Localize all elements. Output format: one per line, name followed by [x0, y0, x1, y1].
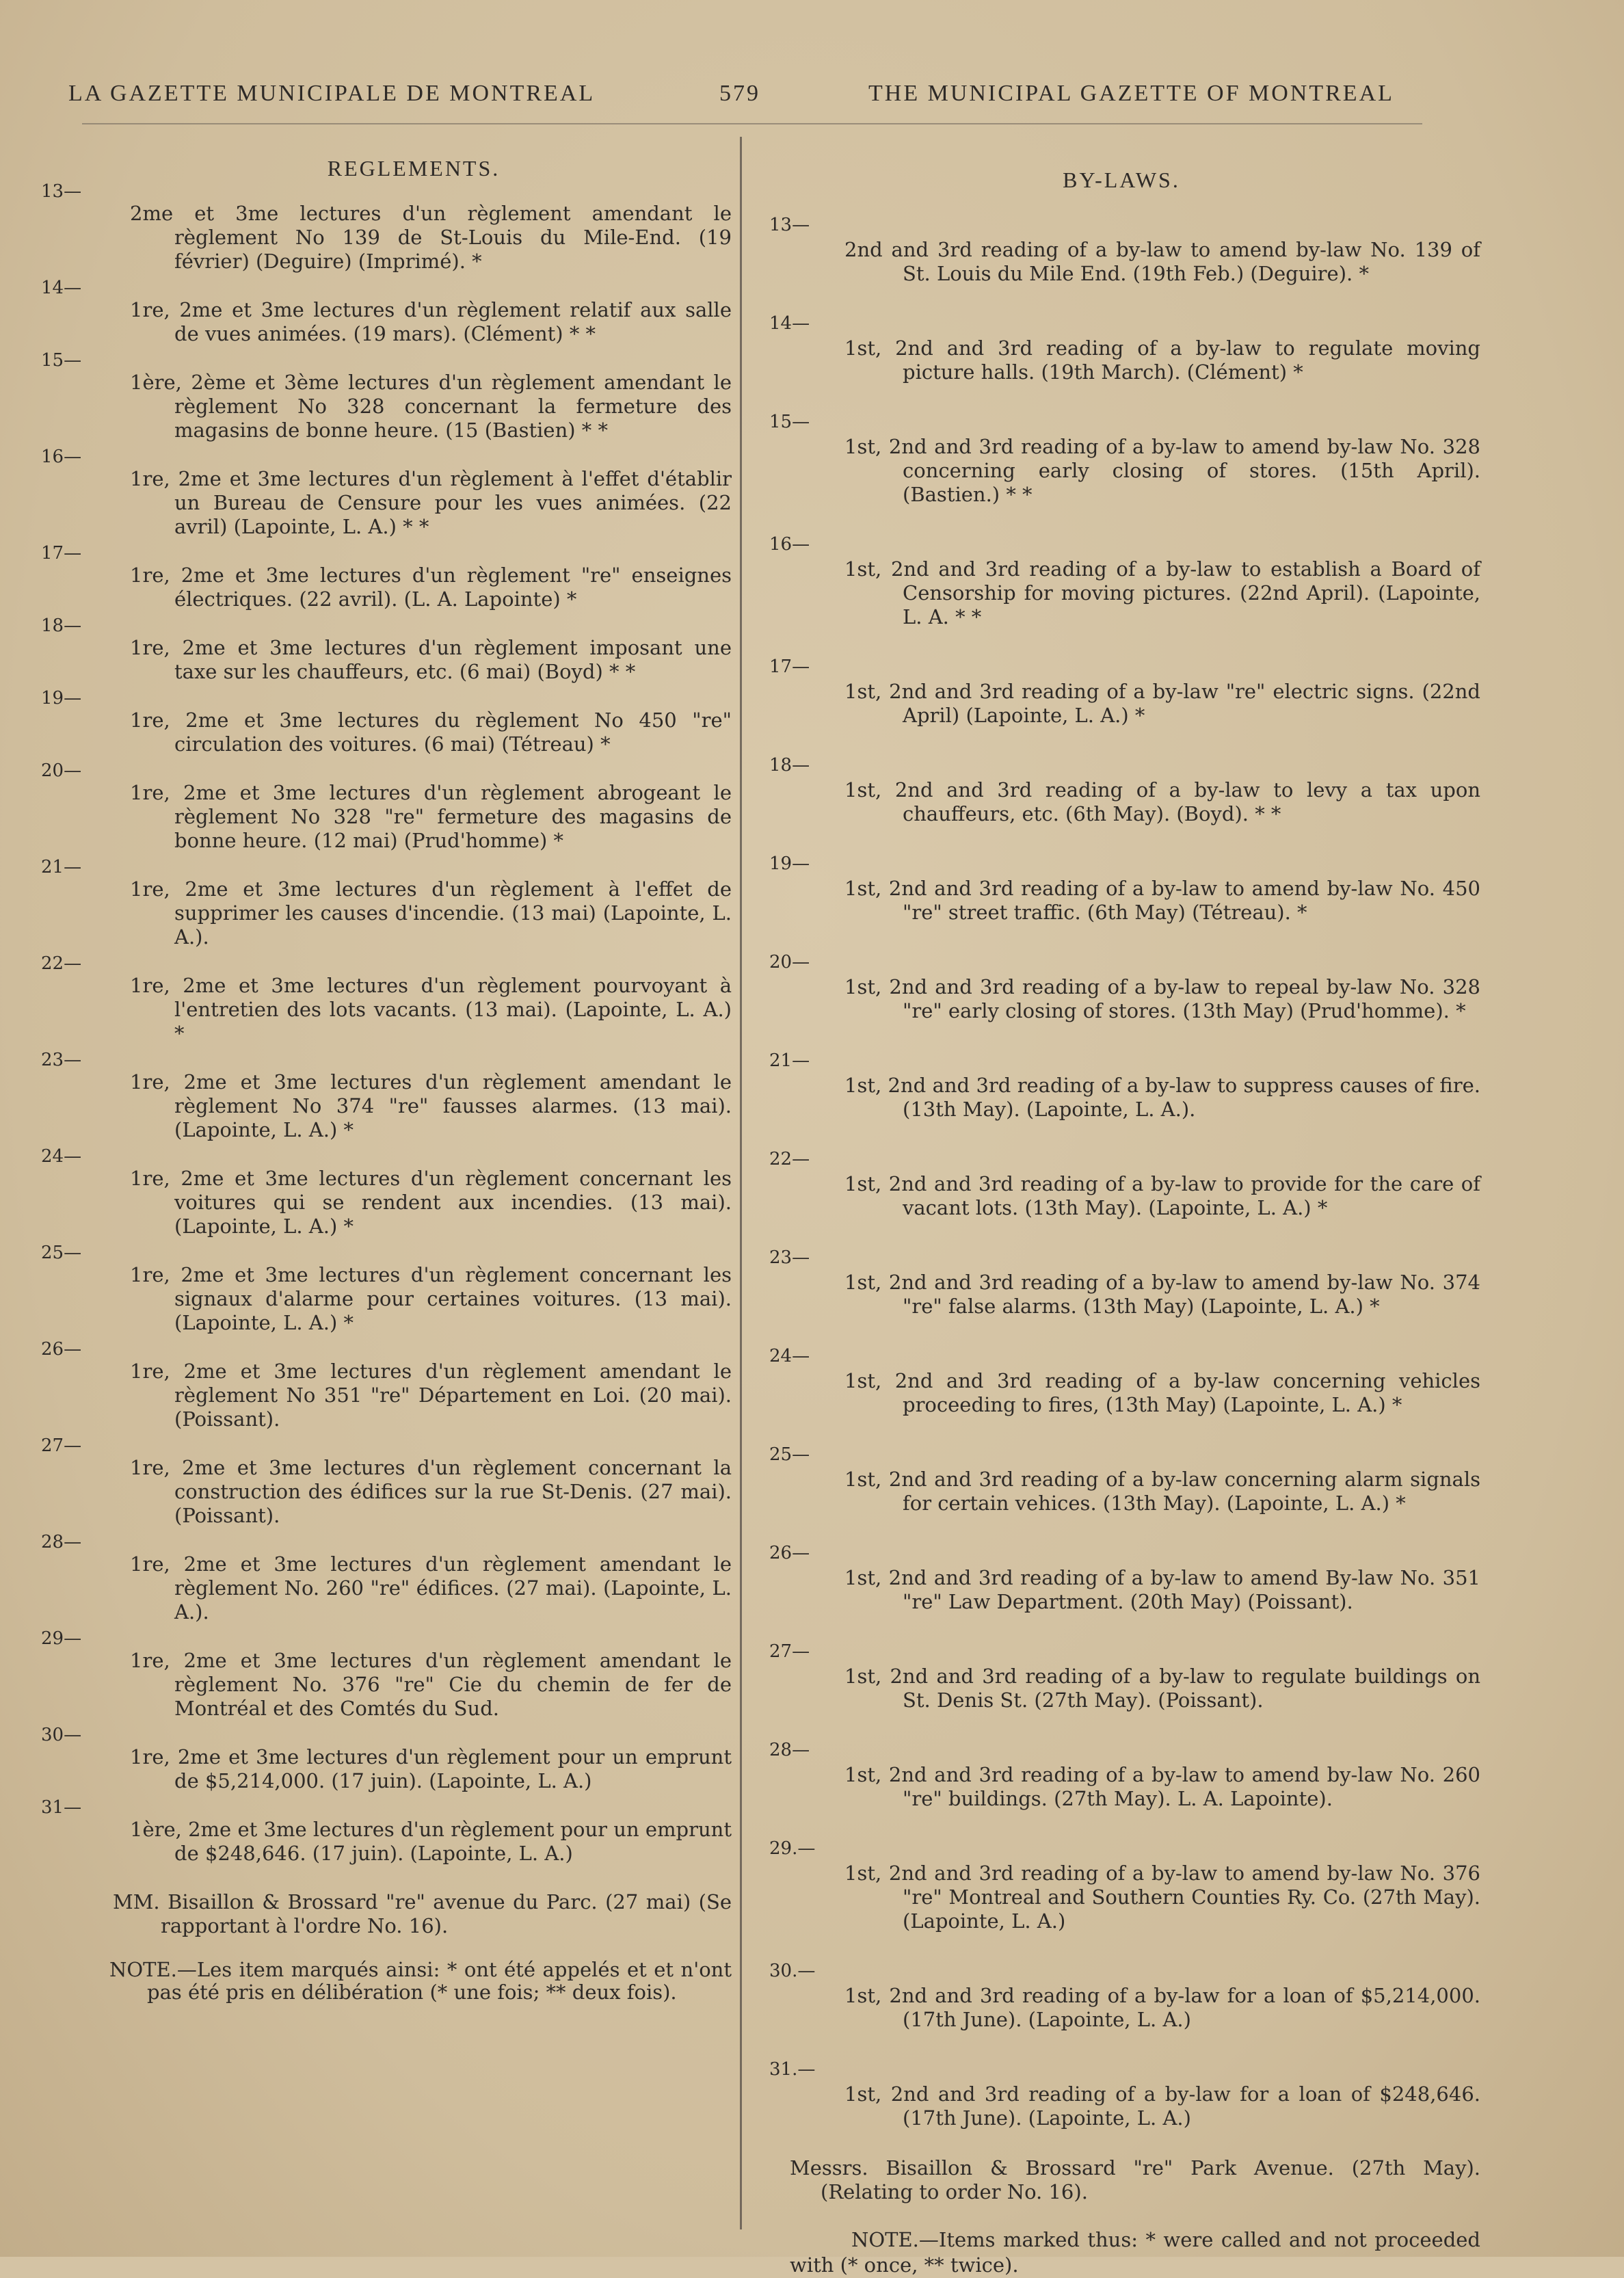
english-entry — [762, 1738, 1480, 1811]
english-entry-text: 1st, 2nd and 3rd reading of a by-law to amend by-law No. 376 "re" Montreal and Southern Counties Ry. Co. (27th May). (Lapointe, L. A.) — [844, 1862, 1480, 1933]
english-entry-number: 13— — [769, 215, 810, 235]
english-entry-number: 18— — [769, 755, 810, 776]
english-entry-text: 1st, 2nd and 3rd reading of a by-law to amend by-law No. 450 "re" street traffic. (6th May) (Tétreau). * — [844, 877, 1480, 924]
french-entry — [41, 1797, 732, 1866]
french-entry-number: 19— — [41, 688, 82, 708]
french-entry — [41, 1435, 732, 1528]
french-entry-number: 25— — [41, 1243, 82, 1263]
column-divider — [740, 137, 742, 2229]
french-entry-text: 1re, 2me et 3me lectures d'un règlement à l'effet d'établir un Bureau de Censure pour les vues animées. (22 avril) (Lapointe, L. A.) * * — [130, 467, 732, 538]
english-note: NOTE.—Items marked thus: * were called and not proceeded with (* once, ** twice). — [790, 2228, 1480, 2277]
english-entry-text: 1st, 2nd and 3rd reading of a by-law to repeal by-law No. 328 "re" early closing of stores. (13th May) (Prud'homme). * — [844, 975, 1480, 1022]
french-entry-number: 27— — [41, 1435, 82, 1456]
english-entry-number: 17— — [769, 657, 810, 677]
french-entry-text: 1re, 2me et 3me lectures du règlement No 450 "re" circulation des voitures. (6 mai) (Tétreau) * — [130, 708, 732, 756]
french-entry-number: 31— — [41, 1797, 82, 1818]
french-entry-text: 2me et 3me lectures d'un règlement amendant le règlement No 139 de St-Louis du Mile-End. (19 février) (Deguire) (Imprimé). * — [130, 202, 732, 273]
french-entry-text: 1re, 2me et 3me lectures d'un règlement concernant la construction des édifices sur la rue St-Denis. (27 mai). (Poissant). — [130, 1456, 732, 1527]
english-entry — [762, 754, 1480, 826]
french-note: NOTE.—Les item marqués ainsi: * ont été appelés et et n'ont pas été pris en délibération (* une fois; ** deux fois). — [109, 1958, 732, 2004]
english-entry — [762, 951, 1480, 1023]
french-entry-text: 1re, 2me et 3me lectures d'un règlement "re" enseignes électriques. (22 avril). (L. A. Lapointe) * — [130, 564, 732, 611]
french-entry-number: 26— — [41, 1339, 82, 1360]
french-entry-number: 15— — [41, 350, 82, 371]
english-entry — [762, 1345, 1480, 1417]
english-entry — [762, 1640, 1480, 1712]
english-entry — [762, 410, 1480, 507]
french-entry-number: 14— — [41, 278, 82, 298]
english-entry-number: 25— — [769, 1444, 810, 1465]
french-column — [41, 156, 732, 2004]
french-entry-number: 20— — [41, 760, 82, 781]
english-entry-number: 19— — [769, 853, 810, 874]
french-entry-list — [41, 181, 732, 1866]
french-entry-text: 1re, 2me et 3me lectures d'un règlement concernant les voitures qui se rendent aux incendies. (13 mai). (Lapointe, L. A.) * — [130, 1167, 732, 1238]
header-english-title: THE MUNICIPAL GAZETTE OF MONTREAL — [868, 81, 1394, 106]
french-entry-number: 28— — [41, 1532, 82, 1552]
english-entry — [762, 655, 1480, 728]
english-column — [762, 168, 1480, 2278]
french-entry — [41, 1050, 732, 1142]
english-entry-text: 1st, 2nd and 3rd reading of a by-law to amend By-law No. 351 "re" Law Department. (20th May) (Poissant). — [844, 1566, 1480, 1613]
french-entry-text: 1re, 2me et 3me lectures d'un règlement à l'effet de supprimer les causes d'incendie. (13 mai) (Lapointe, L. A.). — [130, 877, 732, 949]
english-entry-text: 1st, 2nd and 3rd reading of a by-law for a loan of $5,214,000. (17th June). (Lapointe, L. A.) — [844, 1984, 1480, 2031]
french-entry — [41, 1628, 732, 1721]
english-entry — [762, 213, 1480, 286]
header-french-title: LA GAZETTE MUNICIPALE DE MONTREAL — [68, 81, 596, 106]
french-entry — [41, 447, 732, 539]
french-entry — [41, 615, 732, 684]
french-entry-text: 1ère, 2ème et 3ème lectures d'un règlement amendant le règlement No 328 concernant la fermeture des magasins de bonne heure. (15 (Bastien) * * — [130, 371, 732, 442]
french-entry — [41, 1532, 732, 1624]
french-section-title: REGLEMENTS. — [327, 156, 501, 181]
english-entry — [762, 312, 1480, 384]
english-entry-text: 1st, 2nd and 3rd reading of a by-law concerning alarm signals for certain vehices. (13th May). (Lapointe, L. A.) * — [844, 1468, 1480, 1515]
page-number: 579 — [719, 81, 760, 106]
french-entry-text: 1ère, 2me et 3me lectures d'un règlement pour un emprunt de $248,646. (17 juin). (Lapointe, L. A.) — [130, 1818, 732, 1865]
french-entry-number: 18— — [41, 615, 82, 636]
french-entry-text: 1re, 2me et 3me lectures d'un règlement amendant le règlement No 374 "re" fausses alarmes. (13 mai). (Lapointe, L. A.) * — [130, 1070, 732, 1141]
english-entry-text: 1st, 2nd and 3rd reading of a by-law to amend by-law No. 328 concerning early closing of stores. (15th April). (Bastien.) * * — [844, 435, 1480, 506]
english-entry-number: 31.— — [769, 2059, 816, 2080]
french-entry-text: 1re, 2me et 3me lectures d'un règlement concernant les signaux d'alarme pour certaines voitures. (13 mai). (Lapointe, L. A.) * — [130, 1263, 732, 1334]
french-entry — [41, 1725, 732, 1793]
english-entry-list — [762, 213, 1480, 2130]
english-entry-text: 1st, 2nd and 3rd reading of a by-law to amend by-law No. 260 "re" buildings. (27th May). L. A. Lapointe). — [844, 1763, 1480, 1810]
french-entry-text: 1re, 2me et 3me lectures d'un règlement pourvoyant à l'entretien des lots vacants. (13 mai). (Lapointe, L. A.) * — [130, 974, 732, 1045]
english-entry-number: 14— — [769, 313, 810, 334]
english-entry — [762, 1959, 1480, 2032]
french-entry — [41, 350, 732, 442]
english-entry-text: 1st, 2nd and 3rd reading of a by-law to amend by-law No. 374 "re" false alarms. (13th May) (Lapointe, L. A.) * — [844, 1271, 1480, 1318]
english-entry — [762, 1246, 1480, 1319]
english-entry — [762, 1443, 1480, 1515]
french-entry — [41, 543, 732, 611]
english-entry-number: 29.— — [769, 1838, 816, 1859]
french-entry-text: 1re, 2me et 3me lectures d'un règlement relatif aux salle de vues animées. (19 mars). (Clément) * * — [130, 298, 732, 345]
english-entry — [762, 1148, 1480, 1220]
english-entry-number: 15— — [769, 412, 810, 432]
french-entry-number: 21— — [41, 857, 82, 877]
english-entry-text: 1st, 2nd and 3rd reading of a by-law to regulate buildings on St. Denis St. (27th May). (Poissant). — [844, 1665, 1480, 1712]
english-entry — [762, 852, 1480, 925]
english-entry-text: 1st, 2nd and 3rd reading of a by-law for a loan of $248,646. (17th June). (Lapointe, L. A.) — [844, 2082, 1480, 2130]
english-entry — [762, 2058, 1480, 2130]
french-entry-text: 1re, 2me et 3me lectures d'un règlement amendant le règlement No 351 "re" Département en Loi. (20 mai). (Poissant). — [130, 1360, 732, 1431]
english-entry-number: 20— — [769, 952, 810, 972]
french-entry — [41, 278, 732, 346]
french-entry — [41, 857, 732, 949]
english-entry-number: 16— — [769, 534, 810, 555]
english-entry-number: 26— — [769, 1543, 810, 1563]
french-entry — [41, 953, 732, 1046]
french-entry-text: 1re, 2me et 3me lectures d'un règlement amendant le règlement No. 260 "re" édifices. (27 mai). (Lapointe, L. A.). — [130, 1552, 732, 1624]
french-entry — [41, 688, 732, 756]
english-entry-number: 28— — [769, 1740, 810, 1760]
english-entry — [762, 533, 1480, 629]
french-entry-text: 1re, 2me et 3me lectures d'un règlement imposant une taxe sur les chauffeurs, etc. (6 mai) (Boyd) * * — [130, 636, 732, 683]
header-rule — [82, 123, 1422, 124]
english-entry-number: 23— — [769, 1247, 810, 1268]
english-entry — [762, 1837, 1480, 1933]
french-entry-number: 24— — [41, 1146, 82, 1167]
english-signers: Messrs. Bisaillon & Brossard "re" Park Avenue. (27th May). (Relating to order No. 16). — [790, 2156, 1480, 2203]
french-entry — [41, 1146, 732, 1239]
english-entry-text: 1st, 2nd and 3rd reading of a by-law "re" electric signs. (22nd April) (Lapointe, L. A.) * — [844, 680, 1480, 727]
english-entry-text: 2nd and 3rd reading of a by-law to amend by-law No. 139 of St. Louis du Mile End. (19th Feb.) (Deguire). * — [844, 238, 1480, 285]
english-entry-number: 27— — [769, 1641, 810, 1662]
english-entry — [762, 1541, 1480, 1614]
english-entry-text: 1st, 2nd and 3rd reading of a by-law to levy a tax upon chauffeurs, etc. (6th May). (Boyd). * * — [844, 778, 1480, 825]
french-entry-number: 13— — [41, 181, 82, 202]
english-entry-text: 1st, 2nd and 3rd reading of a by-law to provide for the care of vacant lots. (13th May). (Lapointe, L. A.) * — [844, 1172, 1480, 1219]
english-entry-text: 1st, 2nd and 3rd reading of a by-law to suppress causes of fire. (13th May). (Lapointe, L. A.). — [844, 1074, 1480, 1121]
french-entry — [41, 1339, 732, 1431]
english-entry-number: 22— — [769, 1149, 810, 1169]
page-header — [68, 81, 1443, 122]
french-entry — [41, 181, 732, 274]
french-entry-text: 1re, 2me et 3me lectures d'un règlement amendant le règlement No. 376 "re" Cie du chemin de fer de Montréal et des Comtés du Sud. — [130, 1649, 732, 1720]
english-entry-text: 1st, 2nd and 3rd reading of a by-law to establish a Board of Censorship for moving pictures. (22nd April). (Lapointe, L. A. * * — [844, 557, 1480, 628]
english-entry — [762, 1049, 1480, 1122]
french-entry-number: 29— — [41, 1628, 82, 1649]
french-entry-number: 23— — [41, 1050, 82, 1070]
french-signers: MM. Bisaillon & Brossard "re" avenue du Parc. (27 mai) (Se rapportant à l'ordre No. 16). — [113, 1890, 732, 1937]
english-entry-text: 1st, 2nd and 3rd reading of a by-law concerning vehicles proceeding to fires, (13th May) (Lapointe, L. A.) * — [844, 1369, 1480, 1416]
french-entry — [41, 1243, 732, 1335]
french-entry — [41, 760, 732, 853]
english-entry-number: 30.— — [769, 1961, 816, 1981]
english-section-title: BY-LAWS. — [1063, 168, 1180, 192]
french-entry-number: 17— — [41, 543, 82, 564]
english-entry-number: 24— — [769, 1346, 810, 1366]
french-entry-text: 1re, 2me et 3me lectures d'un règlement abrogeant le règlement No 328 "re" fermeture des magasins de bonne heure. (12 mai) (Prud'homme) * — [130, 781, 732, 852]
french-entry-number: 16— — [41, 447, 82, 467]
french-entry-text: 1re, 2me et 3me lectures d'un règlement pour un emprunt de $5,214,000. (17 juin). (Lapointe, L. A.) — [130, 1745, 732, 1792]
french-entry-number: 30— — [41, 1725, 82, 1745]
english-entry-text: 1st, 2nd and 3rd reading of a by-law to regulate moving picture halls. (19th March). (Clément) * — [844, 336, 1480, 384]
english-entry-number: 21— — [769, 1050, 810, 1071]
french-entry-number: 22— — [41, 953, 82, 974]
